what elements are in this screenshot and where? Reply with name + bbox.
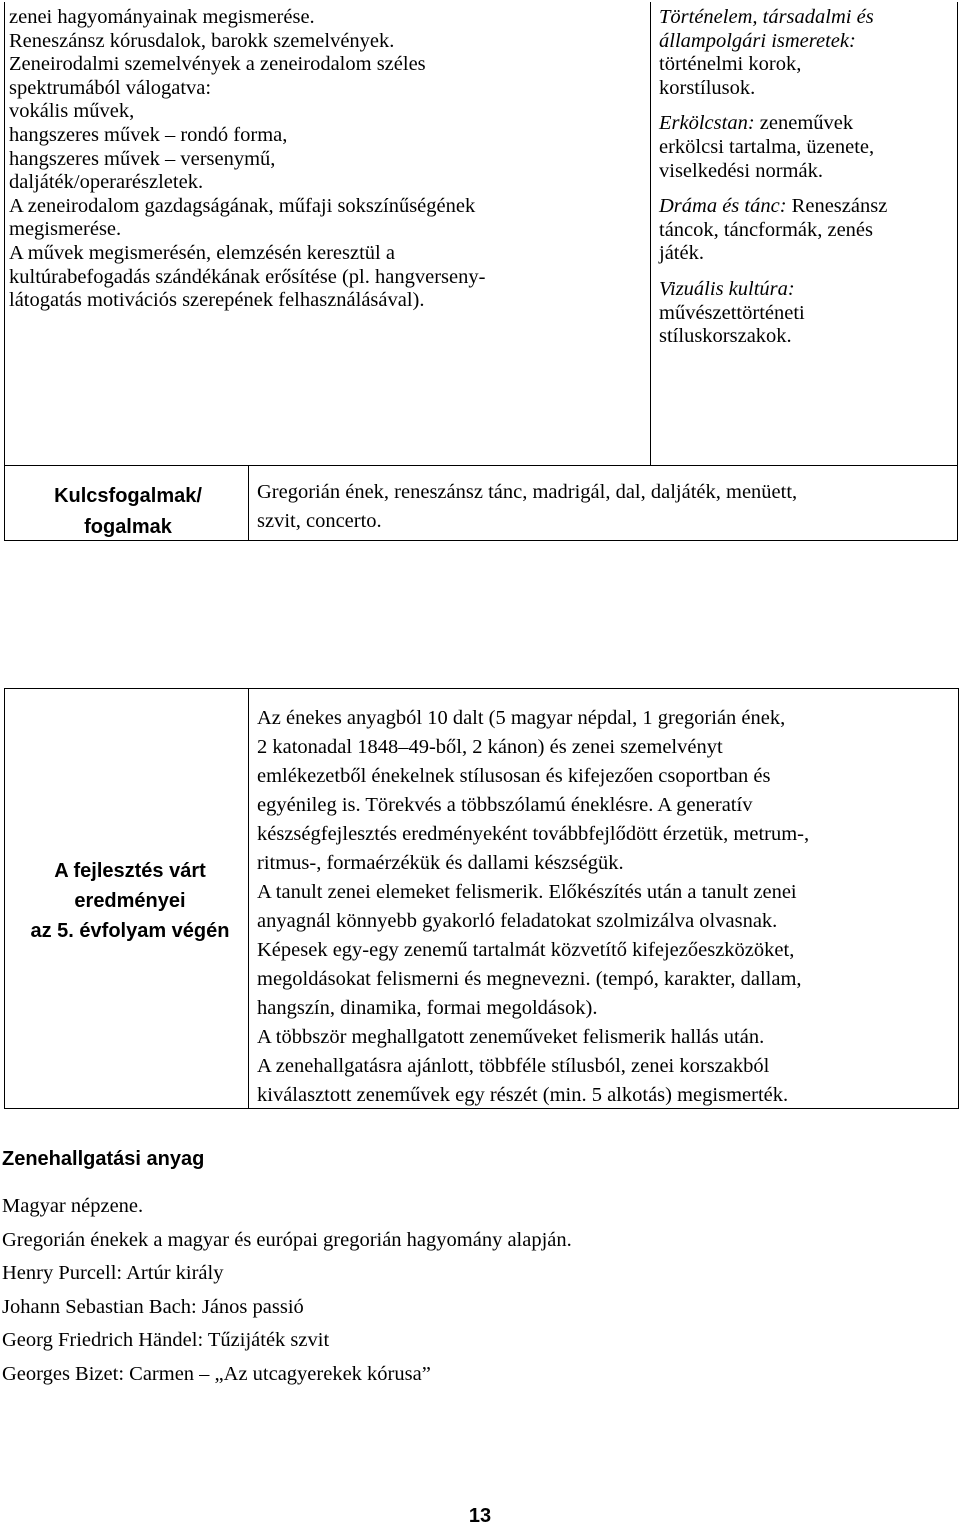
results-line: A tanult zenei elemeket felismerik. Előkészítés után a tanult zenei bbox=[257, 881, 797, 903]
content-line: zenei hagyományainak megismerése. bbox=[9, 6, 315, 28]
listening-item: Johann Sebastian Bach: János passió bbox=[2, 1295, 304, 1318]
connection-drama bbox=[659, 195, 955, 266]
results-header-line: az 5. évfolyam végén bbox=[30, 920, 230, 942]
listening-item: Gregorián énekek a magyar és európai gregorián hagyomány alapján. bbox=[2, 1228, 572, 1251]
connection-text: zeneművek bbox=[759, 112, 854, 135]
connection-text: művészettörténeti bbox=[659, 301, 805, 324]
connection-text: történelmi korok, bbox=[659, 53, 802, 76]
connection-text: táncok, táncformák, zenés bbox=[659, 218, 874, 241]
listening-title: Zenehallgatási anyag bbox=[2, 1148, 205, 1170]
content-cell bbox=[9, 6, 639, 313]
results-line: Képesek egy-egy zenemű tartalmát közvetítő kifejezőeszközöket, bbox=[257, 939, 795, 961]
connection-text: erkölcsi tartalma, üzenete, bbox=[659, 135, 875, 158]
results-line: ritmus-, formaérzékük és dallami készségük. bbox=[257, 852, 624, 874]
listening-item: Georg Friedrich Händel: Tűzijáték szvit bbox=[2, 1329, 330, 1351]
content-line: látogatás motivációs szerepének felhasználásával). bbox=[9, 289, 425, 312]
results-line: emlékezetből énekelnek stílusosan és kifejezően csoportban és bbox=[257, 765, 771, 787]
connection-label: Erkölcstan: bbox=[659, 112, 755, 135]
connection-text: Reneszánsz bbox=[791, 195, 888, 218]
results-line: 2 katonadal 1848–49-ből, 2 kánon) és zenei szemelvényt bbox=[257, 736, 723, 758]
connection-text: korstílusok. bbox=[659, 76, 756, 99]
content-line: vokális művek, bbox=[9, 100, 135, 123]
results-body bbox=[257, 704, 957, 1110]
connection-label: Dráma és tánc: bbox=[659, 195, 787, 218]
keywords-header-line: Kulcsfogalmak/ bbox=[54, 485, 202, 507]
content-line: A zeneirodalom gazdagságának, műfaji sokszínűségének bbox=[9, 194, 476, 217]
connection-text: viselkedési normák. bbox=[659, 159, 823, 182]
content-line: Reneszánsz kórusdalok, barokk szemelvények. bbox=[9, 29, 395, 52]
listening-item: Magyar népzene. bbox=[2, 1195, 144, 1217]
results-header bbox=[8, 856, 252, 946]
results-header-line: A fejlesztés várt bbox=[54, 860, 206, 882]
listening-item: Georges Bizet: Carmen – „Az utcagyerekek kórusa” bbox=[2, 1362, 431, 1385]
content-line: kultúrabefogadás szándékának erősítése (pl. hangverseny- bbox=[9, 265, 486, 288]
keywords-header-line: fogalmak bbox=[84, 516, 172, 538]
content-line: Zeneirodalmi szemelvények a zeneirodalom széles bbox=[9, 53, 426, 76]
listening-item: Henry Purcell: Artúr király bbox=[2, 1262, 224, 1284]
keywords-body bbox=[257, 478, 957, 536]
content-line: hangszeres művek – rondó forma, bbox=[9, 123, 288, 146]
connection-history bbox=[659, 6, 955, 100]
connections-cell bbox=[659, 6, 955, 361]
content-line: megismerése. bbox=[9, 218, 122, 241]
connection-text: stíluskorszakok. bbox=[659, 325, 792, 348]
content-line: daljáték/operarészletek. bbox=[9, 171, 204, 194]
results-line: anyagnál könnyebb gyakorló feladatokat szolmizálva olvasnak. bbox=[257, 910, 778, 932]
results-line: hangszín, dinamika, formai megoldások). bbox=[257, 997, 598, 1019]
keywords-line: szvit, concerto. bbox=[257, 510, 382, 532]
results-line: A többször meghallgatott zeneműveket felismerik hallás után. bbox=[257, 1026, 765, 1048]
keywords-header bbox=[6, 481, 250, 543]
connection-label: állampolgári ismeretek: bbox=[659, 29, 856, 52]
results-line: készségfejlesztés eredményeként továbbfejlődött érzetük, metrum-, bbox=[257, 823, 810, 845]
connection-ethics bbox=[659, 112, 955, 183]
connection-visual bbox=[659, 278, 955, 349]
row-divider bbox=[5, 465, 957, 466]
column-divider bbox=[650, 2, 651, 465]
content-line: hangszeres művek – versenymű, bbox=[9, 147, 276, 170]
content-line: A művek megismerésén, elemzésén keresztül a bbox=[9, 241, 395, 264]
connection-label: Történelem, társadalmi és bbox=[659, 6, 874, 28]
results-header-line: eredményei bbox=[74, 890, 186, 912]
keywords-line: Gregorián ének, reneszánsz tánc, madrigál, dal, daljáték, menüett, bbox=[257, 481, 798, 503]
results-line: A zenehallgatásra ajánlott, többféle stílusból, zenei korszakból bbox=[257, 1055, 770, 1077]
results-line: egyénileg is. Törekvés a többszólamú éneklésre. A generatív bbox=[257, 794, 753, 816]
connection-text: játék. bbox=[659, 242, 704, 265]
results-line: megoldásokat felismerni és megnevezni. (tempó, karakter, dallam, bbox=[257, 968, 802, 990]
content-line: spektrumából válogatva: bbox=[9, 76, 212, 99]
connection-label: Vizuális kultúra: bbox=[659, 277, 795, 300]
results-line: Az énekes anyagból 10 dalt (5 magyar népdal, 1 gregorián ének, bbox=[257, 707, 786, 729]
listening-list bbox=[2, 1190, 572, 1391]
results-line: kiválasztott zeneművek egy részét (min. 5 alkotás) megismerték. bbox=[257, 1084, 789, 1106]
page-number: 13 bbox=[468, 1505, 492, 1527]
